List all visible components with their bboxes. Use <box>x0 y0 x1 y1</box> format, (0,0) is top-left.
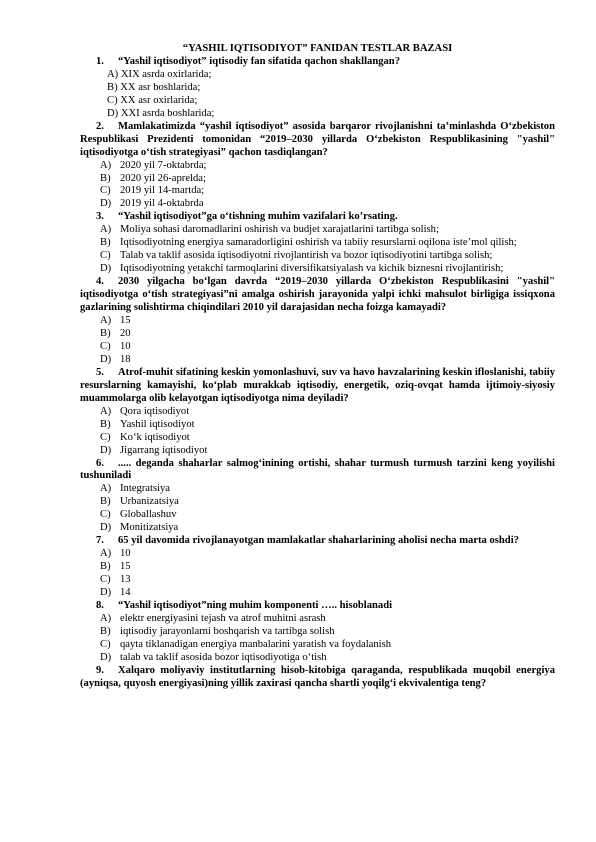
option-d: D) XXI asrda boshlarida; <box>107 107 215 119</box>
option-a: A) Moliya sohasi daromadlarini oshirish va budjet xarajatlarini tartibga solish; <box>100 224 439 236</box>
option-a: A) Integratsiya <box>100 483 171 495</box>
option-a: A) 10 <box>100 548 131 560</box>
question-number: 6. <box>96 457 104 469</box>
option-c: C) qayta tiklanadigan energiya manbalarini yaratish va foydalanish <box>100 638 392 650</box>
question-4 <box>80 276 555 315</box>
question-text: Mamlakatimizda “yashil iqtisodiyot” asosida barqaror rivojlanishni ta’minlashda O‘zbekiston Respublikasi Prezidenti tomonidan “2019–2030 yillarda O‘zbekiston Respublikasining "yashil" iqtisodiyotga o‘tish strategiyasi” qachon tasdiqlangan? <box>80 120 555 158</box>
option-d: D) Jigarrang iqtisodiyot <box>100 444 208 456</box>
document-content <box>80 43 555 691</box>
question-text: 2030 yilgacha bo‘lgan davrda “2019–2030 yillarda O‘zbekiston Respublikasini "yashil" iqtisodiyotga o‘tish strategiyasi”ni amalga oshirish jarayonida yalpi ichki mahsulot birligiga issiqxona gazlarining solishtirma chiqindilari 2010 yil darajasidan necha foizga kamayadi? <box>80 276 555 314</box>
question-number: 2. <box>96 120 104 132</box>
question-3 <box>80 211 555 224</box>
question-text: Atrof-muhit sifatining keskin yomonlashuvi, suv va havo havzalarining keskin ifloslanishi, tabiiy resurslarning kamayishi, ko‘plab murakkab iqtisodiy, energetik, oziq-ovqat hamda ijtimoiy-siyosiy muammolarga olib kelayotgan iqtisodiyotga nima deyiladi? <box>80 366 555 404</box>
option-d: D) Iqtisodiyotning yetakchi tarmoqlarini diversifikatsiyalash va kichik biznesni rivojlantirish; <box>100 263 504 275</box>
option-d: D) 2019 yil 4-oktabrda <box>100 198 204 210</box>
option-c: C) Globallashuv <box>100 509 177 521</box>
option-d: D) Monitizatsiya <box>100 522 179 534</box>
question-text: “Yashil iqtisodiyot”ga o‘tishning muhim vazifalari ko’rsating. <box>118 211 398 223</box>
option-c: C) XX asr oxirlarida; <box>107 94 198 106</box>
question-number: 4. <box>96 276 104 288</box>
question-1 <box>80 56 555 69</box>
option-b: B) 15 <box>100 561 131 573</box>
question-8 <box>80 600 555 613</box>
option-c: C) Talab va taklif asosida iqtisodiyotni rivojlantirish va bozor iqtisodiyotini tartibga solish; <box>100 250 493 262</box>
option-a: A) 2020 yil 7-oktabrda; <box>100 159 207 171</box>
question-7 <box>80 535 555 548</box>
option-b: B) 20 <box>100 327 131 339</box>
question-number: 7. <box>96 535 104 547</box>
question-text: 65 yil davomida rivojlanayotgan mamlakatlar shaharlarining aholisi necha marta oshdi? <box>118 535 519 547</box>
option-c: C) Ko‘k iqtisodiyot <box>100 431 190 443</box>
option-c: C) 13 <box>100 574 131 586</box>
question-number: 5. <box>96 366 104 378</box>
option-b: B) Iqtisodiyotning energiya samaradorligini oshirish va tabiiy resurslarni oqilona iste’mol qilish; <box>100 237 517 249</box>
question-2 <box>80 121 555 160</box>
option-a: A) Qora iqtisodiyot <box>100 405 190 417</box>
question-number: 8. <box>96 599 104 611</box>
option-a: A) 15 <box>100 315 131 327</box>
question-number: 3. <box>96 211 104 223</box>
question-9 <box>80 665 555 691</box>
option-b: B) Yashil iqtisodiyot <box>100 418 195 430</box>
option-d: D) 18 <box>100 353 131 365</box>
option-a: A) elektr energiyasini tejash va atrof muhitni asrash <box>100 612 326 624</box>
question-text: Xalqaro moliyaviy institutlarning hisob-kitobiga qaraganda, respublikada muqobil energiya (ayniqsa, quyosh energiyasi)ning yillik zaxirasi qancha shartli yoqilg‘i ekvivalentiga teng? <box>80 664 555 689</box>
question-text: “Yashil iqtisodiyot” iqtisodiy fan sifatida qachon shakllangan? <box>118 55 400 67</box>
option-d: D) 14 <box>100 587 131 599</box>
question-number: 9. <box>96 664 104 676</box>
option-c: C) 2019 yil 14-martda; <box>100 185 205 197</box>
question-5 <box>80 367 555 406</box>
option-b: B) XX asr boshlarida; <box>107 81 201 93</box>
option-a: A) XIX asrda oxirlarida; <box>107 68 212 80</box>
question-6 <box>80 458 555 484</box>
question-number: 1. <box>96 55 104 67</box>
option-d: D) talab va taklif asosida bozor iqtisodiyotiga o‘tish <box>100 651 327 663</box>
option-b: B) 2020 yil 26-aprelda; <box>100 172 206 184</box>
option-b: B) Urbanizatsiya <box>100 496 179 508</box>
question-text: ..... deganda shaharlar salmog‘inining ortishi, shahar turmush turmush tarzini keng yoyilishi tushuniladi <box>80 457 555 482</box>
option-b: B) iqtisodiy jarayonlarni boshqarish va tartibga solish <box>100 625 335 637</box>
question-text: “Yashil iqtisodiyot”ning muhim komponenti ….. hisoblanadi <box>118 599 393 611</box>
option-c: C) 10 <box>100 340 131 352</box>
document-title: “YASHIL IQTISODIYOT” FANIDAN TESTLAR BAZASI <box>182 43 453 54</box>
